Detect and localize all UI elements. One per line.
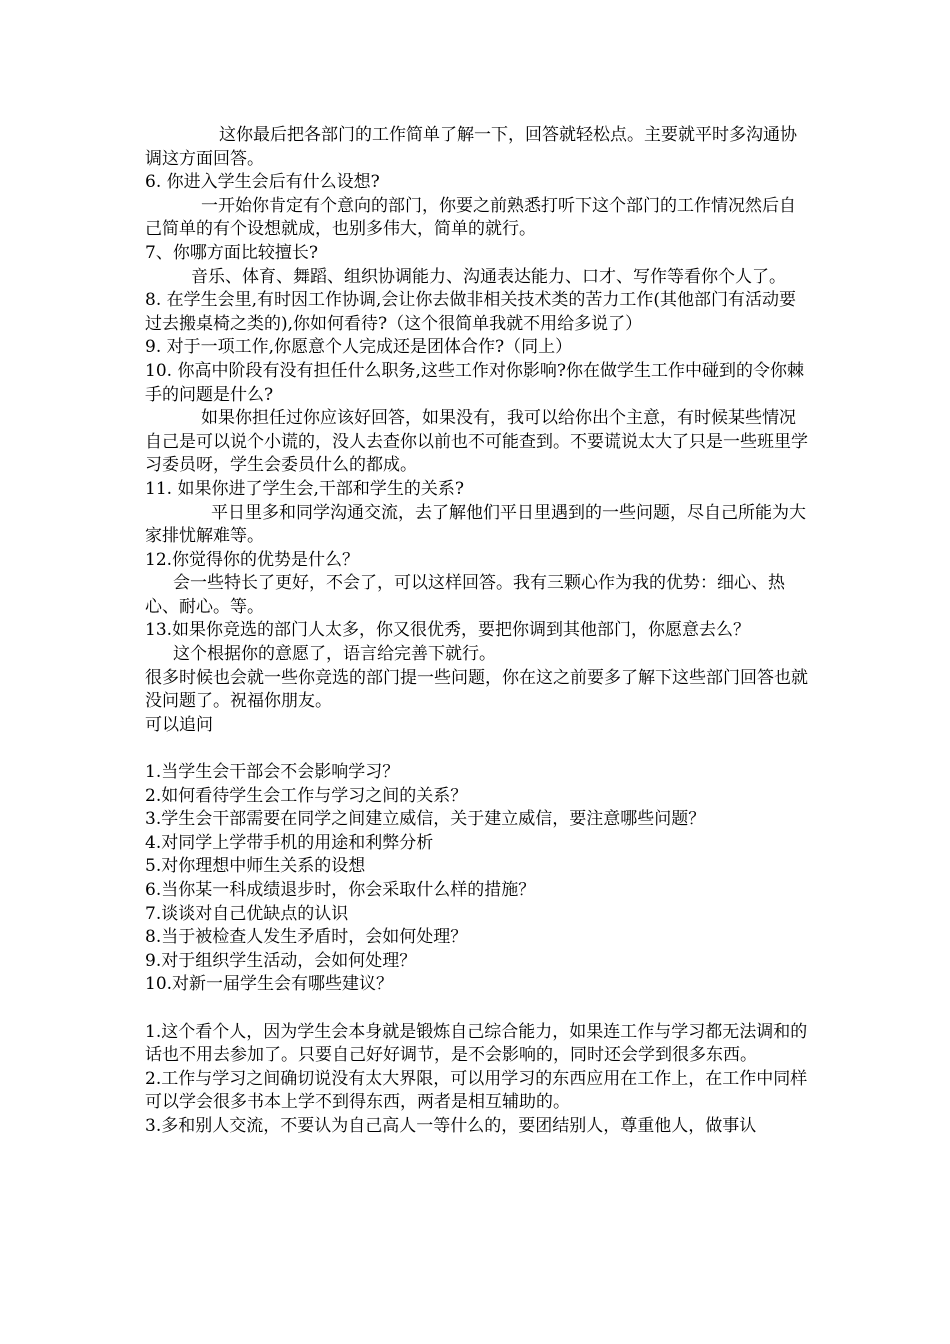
answer-item: 1.这个看个人，因为学生会本身就是锻炼自己综合能力，如果连工作与学习都无法调和的话也不用去参加了。只要自己好好调节，是不会影响的，同时还会学到很多东西。 [145,1021,808,1066]
list-item: 10.对新一届学生会有哪些建议？ [145,974,394,995]
question-9: 9. 对于一项工作,你愿意个人完成还是团体合作?（同上） [145,337,573,358]
question-12: 12.你觉得你的优势是什么？ [145,549,360,570]
paragraph-intro: 这你最后把各部门的工作简单了解一下，回答就轻松点。主要就平时多沟通协调这方面回答。 [145,125,797,169]
answer-12: 会一些特长了更好，不会了，可以这样回答。我有三颗心作为我的优势：细心、热心、耐心。等。 [145,573,785,617]
answer-7: 音乐、体育、舞蹈、组织协调能力、沟通表达能力、口才、写作等看你个人了。 [191,266,786,287]
blank-line [145,997,810,1021]
list-item: 5.对你理想中师生关系的设想 [145,856,366,877]
list-item: 8.当于被检查人发生矛盾时，会如何处理？ [145,927,468,948]
answer-6: 一开始你肯定有个意向的部门，你要之前熟悉打听下这个部门的工作情况然后自己简单的有个设想就成，也别多伟大，简单的就行。 [145,195,796,240]
closing-paragraph: 很多时候也会就一些你竞选的部门提一些问题，你在这之前要多了解下这些部门回答也就没问题了。祝福你朋友。 [145,667,808,712]
answer-item: 3.多和别人交流，不要认为自己高人一等什么的，要团结别人，尊重他人，做事认 [145,1115,757,1136]
list-item: 9.对于组织学生活动，会如何处理？ [145,950,417,971]
question-10: 10. 你高中阶段有没有担任什么职务,这些工作对你影响?你在做学生工作中碰到的令你棘手的问题是什么? [145,360,804,405]
blank-line [145,737,810,761]
list-item: 6.当你某一科成绩退步时，你会采取什么样的措施？ [145,880,536,900]
answer-10: 如果你担任过你应该好回答，如果没有，我可以给你出个主意，有时候某些情况自己是可以说个小谎的，没人去查你以前也不可能查到。不要谎说太大了只是一些班里学习委员呀，学生会委员什么的都成。 [145,408,808,476]
answer-13: 这个根据你的意愿了，语言给完善下就行。 [173,644,496,665]
list-item: 2.如何看待学生会工作与学习之间的关系？ [145,785,468,806]
list-item: 4.对同学上学带手机的用途和利弊分析 [145,832,434,853]
list-item: 3.学生会干部需要在同学之间建立威信，关于建立威信，要注意哪些问题？ [145,809,706,830]
follow-up-heading: 可以追问 [145,714,213,735]
answer-11: 平日里多和同学沟通交流，去了解他们平日里遇到的一些问题，尽自己所能为大家排忧解难等。 [145,502,806,547]
list-item: 7.谈谈对自己优缺点的认识 [145,903,349,924]
question-7: 7、你哪方面比较擅长? [145,242,318,263]
list-item: 1.当学生会干部会不会影响学习？ [145,762,400,783]
answer-item: 2.工作与学习之间确切说没有太大界限，可以用学习的东西应用在工作上，在工作中同样可以学会很多书本上学不到得东西，两者是相互辅助的。 [145,1068,808,1113]
document-page [145,124,810,1139]
question-11: 11. 如果你进了学生会,干部和学生的关系? [145,478,464,499]
question-6: 6. 你进入学生会后有什么设想? [145,172,380,193]
question-8: 8. 在学生会里,有时因工作协调,会让你去做非相关技术类的苦力工作(其他部门有活动要过去搬桌椅之类的),你如何看待?（这个很简单我就不用给多说了） [145,290,797,334]
question-13: 13.如果你竞选的部门人太多，你又很优秀，要把你调到其他部门，你愿意去么？ [145,620,751,641]
